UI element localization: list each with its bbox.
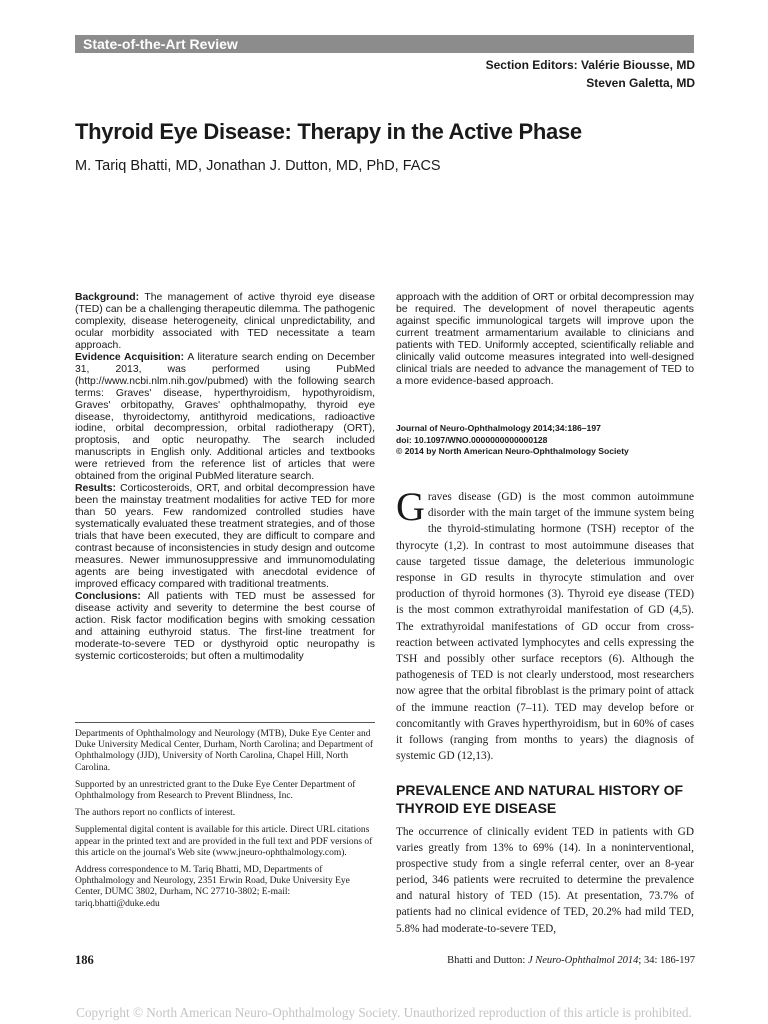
intro-paragraph — [396, 484, 694, 764]
running-authors: Bhatti and Dutton: — [447, 955, 528, 966]
journal-copyright: © 2014 by North American Neuro-Ophthalmology Society — [396, 446, 629, 456]
abstract-right-column — [396, 292, 694, 388]
running-journal: J Neuro-Ophthalmol 2014 — [527, 955, 639, 966]
intro-text: raves disease (GD) is the most common autoimmune disorder with the main target of the immune system being the thyroid-stimulating hormone (TSH) receptor of the thyrocyte (1,2). In contrast to most autoimmune diseases that cause targeted tissue damage, the deleterious immunologic response in GD results in thyrocyte stimulation and over production of thyroid hormones (3). Thyroid eye disease (TED) is the most common extrathyroidal manifestation of GD (4,5). The extrathyroidal manifestations of GD occur from cross-reaction between activated lymphocytes and cells expressing the TSH and possibly other surface receptors (6). Although the pathogenesis of TED is not clearly understood, most researchers now agree that the orbital fibroblast is the primary point of attack of the immune reaction (7–11). TED may develop before or concomitantly with Graves hyperthyroidism, but in 60% of cases it follows (ranging from months to years) the diagnosis of systemic GD (12,13). — [396, 491, 694, 763]
drop-cap: G — [396, 484, 425, 529]
editors-line-2: Steven Galetta, MD — [586, 76, 695, 90]
footnote-correspondence: Address correspondence to M. Tariq Bhatti, MD, Departments of Ophthalmology and Neurology, 2351 Erwin Road, Duke University Eye Center, DUMC 3802, Durham, NC 27710-3802; E-mail: tariq.bhatti@duke.edu — [75, 865, 350, 909]
footnote-supplemental: Supplemental digital content is available for this article. Direct URL citations appear in the printed text and are provided in the full text and PDF versions of this article on the journal's Web site (www.jneuro-ophthalmology.com). — [75, 825, 373, 858]
footnote-affiliations: Departments of Ophthalmology and Neurology (MTB), Duke Eye Center and Duke University Medical Center, Durham, North Carolina; and Department of Ophthalmology (JJD), University of North Carolina, Chapel Hill, North Carolina. — [75, 729, 373, 773]
section-editors — [486, 56, 695, 92]
results-text: Corticosteroids, ORT, and orbital decompression have been the mainstay treatment modalities for active TED for more than 50 years. Few randomized controlled studies have systematically evaluated these treatment strategies, and of those trials that have been executed, they are difficult to compare and contrast because of inconsistencies in study design and outcome measures. Newer immunosuppressive and immunomodulating agents are being investigated with anecdotal evidence of improved efficacy compared with traditional treatments. — [75, 483, 375, 590]
abstract-conclusions — [75, 591, 375, 663]
background-label: Background: — [75, 292, 140, 303]
section-heading: PREVALENCE AND NATURAL HISTORY OF THYROID EYE DISEASE — [396, 782, 684, 816]
copyright-notice: Copyright © North American Neuro-Ophthalmology Society. Unauthorized reproduction of this article is prohibited. — [76, 1005, 692, 1020]
journal-doi: doi: 10.1097/WNO.0000000000000128 — [396, 434, 548, 445]
footnotes — [75, 729, 375, 916]
article-title: Thyroid Eye Disease: Therapy in the Active Phase — [75, 119, 582, 144]
section-banner: State-of-the-Art Review — [75, 35, 694, 53]
abstract-evidence — [75, 352, 375, 483]
editors-line-1: Section Editors: Valérie Biousse, MD — [485, 58, 695, 72]
section-paragraph: The occurrence of clinically evident TED in patients with GD varies greatly from 13% to 69% (14). In a noninterventional, prospective study from a single referral center, over an 8-year period, 346 patients were recruited to determine the prevalence and natural history of TED (15). At presentation, 73.7% of patients had no clinical evidence of TED, 20.2% had mild TED, 5.8% had moderate-to-severe TED, — [396, 826, 694, 935]
footnote-conflicts: The authors report no conflicts of interest. — [75, 808, 236, 819]
abstract-background — [75, 292, 375, 352]
footnote-divider — [75, 722, 375, 723]
journal-info — [396, 423, 694, 458]
conclusions-label: Conclusions: — [75, 590, 141, 602]
journal-citation: Journal of Neuro-Ophthalmology 2014;34:186–197 — [396, 423, 601, 433]
running-pages: ; 34: 186-197 — [638, 955, 695, 966]
background-text: The management of active thyroid eye disease (TED) can be a challenging therapeutic dilemma. The pathogenic complexity, disease heterogeneity, clinical unpredictability, and ocular morbidity associated with TED necessitate a team approach. — [75, 292, 375, 351]
abstract-continued: approach with the addition of ORT or orbital decompression may be required. The development of novel therapeutic agents against specific immunological targets will improve upon the current treatment armamentarium available to clinicians and patients with TED. Uniformly accepted, scientifically reliable and clinically valid outcome measures integrated into well-designed clinical trials are needed to advance the management of TED to a more evidence-based approach. — [396, 292, 694, 387]
article-authors: M. Tariq Bhatti, MD, Jonathan J. Dutton, MD, PhD, FACS — [75, 158, 441, 174]
page-number: 186 — [75, 953, 94, 967]
conclusions-text: All patients with TED must be assessed for disease activity and severity to determine the best course of action. Risk factor modification begins with smoking cessation and attaining euthyroid status. The first-line treatment for moderate-to-severe TED or dysthyroid optic neuropathy is systemic corticosteroids; but often a multimodality — [75, 590, 375, 662]
footnote-support: Supported by an unrestricted grant to the Duke Eye Center Department of Ophthalmology from Research to Prevent Blindness, Inc. — [75, 779, 356, 802]
evidence-text: A literature search ending on December 31, 2013, was performed using PubMed (http://www.ncbi.nlm.nih.gov/pubmed) with the following search terms: Graves' disease, hyperthyroidism, hypothyroidism, Graves' orbitopathy, Graves' ophthalmopathy, thyroid eye disease, thyroidectomy, antithyroid medications, radioactive iodine, orbital decompression, orbital radiotherapy (ORT), proptosis, and optic neuropathy. The search included manuscripts in English only. Additional articles and textbooks were retrieved from the reference list of articles that were obtained from the original PubMed literature search. — [75, 351, 375, 483]
results-label: Results: — [75, 483, 116, 495]
running-footer — [447, 955, 695, 966]
evidence-label: Evidence Acquisition: — [75, 351, 185, 363]
abstract-left-column — [75, 292, 375, 663]
abstract-results — [75, 483, 375, 591]
